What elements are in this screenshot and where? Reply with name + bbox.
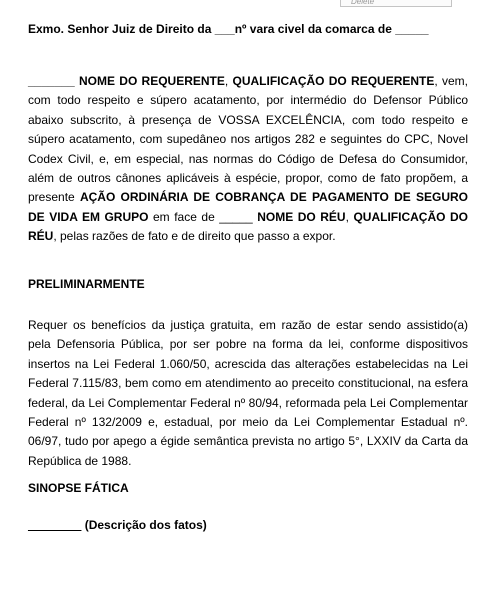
facts-description: (Descrição dos fatos) [81,518,207,532]
preliminarmente-title: PRELIMINARMENTE [28,277,145,291]
action-title: AÇÃO ORDINÁRIA DE COBRANÇA DE PAGAMENTO DE SEGURO DE VIDA EM GRUPO [28,190,468,224]
preliminarmente-paragraph: Requer os benefícios da justiça gratuita, em razão de estar sendo assistido(a) pela Defensoria Pública, por ser pobre na forma da lei, conforme dispositivos insertos na Lei Federal 1.060/50, acrescida das alterações estabelecidas na Lei Federal 7.115/83, bem como em atendimento ao preceito constitucional, na esfera federal, da Lei Complementar Federal nº 80/94, reformada pela Lei Complementar Federal nº 132/2009 e, estadual, por meio da Lei Complementar Estadual nº. 06/97, tudo por apego a égide semântica prevista no artigo 5°, LXXIV da Carta da República de 1988. [28,318,468,468]
delete-button[interactable]: Delete [340,0,452,7]
addressee-heading: Exmo. Senhor Juiz de Direito da ___nº vara civel da comarca de _____ [28,22,429,36]
opening-paragraph [28,72,468,247]
reu-blank: _____ [219,209,253,224]
requerente-name: NOME DO REQUERENTE [79,74,225,88]
separator: , [345,209,354,224]
reu-name: NOME DO RÉU [257,209,346,224]
facts-description-line [28,518,207,532]
opening-text: , vem, com todo respeito e súpero acatamento, por intermédio do Defensor Público abaixo subscrito, à presença de VOSSA EXCELÊNCIA, com todo respeito e súpero acatamento, com supedâneo nos artigos 282 e seguintes do CPC, Novel Codex Civil, e, em especial, nas normas do Código de Defesa do Consumidor, além de outros cânones aplicáveis à espécie, propor, como de fato propõem, a presente [28,74,468,205]
separator: , [224,74,233,88]
closing-text: , pelas razões de fato e de direito que passo a expor. [53,229,336,244]
against-text: em face de [148,209,220,224]
requerente-blank: _______ [28,74,75,88]
reu-qualification: QUALIFICAÇÃO DO RÉU [28,209,468,244]
sinopse-title: SINOPSE FÁTICA [28,481,129,495]
requerente-qualification: QUALIFICAÇÃO DO REQUERENTE [232,74,435,88]
facts-blank: ________ [28,518,82,532]
